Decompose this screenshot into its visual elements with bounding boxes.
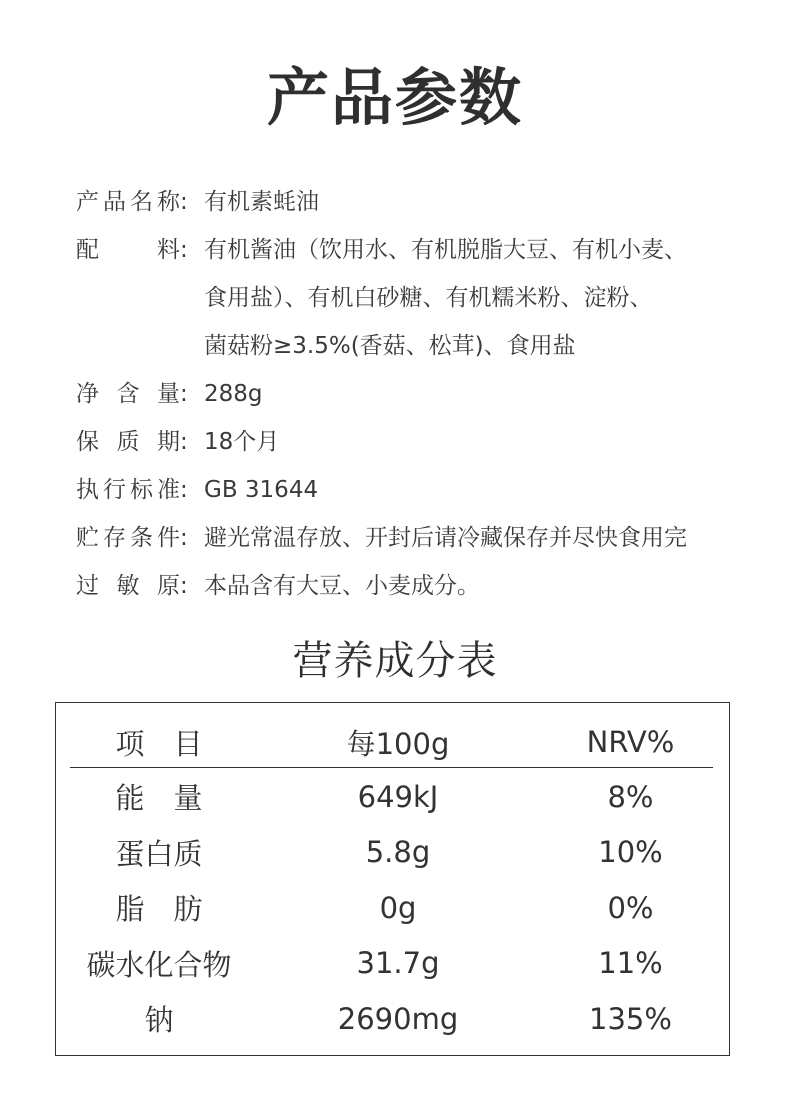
header-per-100g: 每100g xyxy=(346,726,450,761)
table-row xyxy=(70,991,713,1047)
table-row xyxy=(70,936,713,992)
param-value-line: 有机素蚝油 xyxy=(204,189,319,215)
param-label: 过敏原 xyxy=(76,573,180,599)
row-per-100g: 2690mg xyxy=(337,1001,459,1036)
param-value-line: 有机酱油（饮用水、有机脱脂大豆、有机小麦、 xyxy=(204,237,687,263)
param-value xyxy=(204,466,756,514)
product-params xyxy=(76,178,756,610)
header-nrv: NRV% xyxy=(586,725,675,759)
param-row-net-content xyxy=(76,370,756,418)
nutrition-title: 营养成分表 xyxy=(292,638,498,684)
param-label: 产品名称 xyxy=(76,189,180,215)
param-label: 配料 xyxy=(76,237,180,263)
row-nrv: 8% xyxy=(607,779,654,814)
page-title: 产品参数 xyxy=(266,61,523,134)
param-row-standard xyxy=(76,466,756,514)
param-value xyxy=(204,178,756,226)
param-colon: : xyxy=(180,477,188,503)
param-colon: : xyxy=(180,573,188,599)
row-nrv: 135% xyxy=(589,1001,672,1036)
param-label: 净含量 xyxy=(76,381,180,407)
param-row-shelf-life xyxy=(76,418,756,466)
table-row xyxy=(70,769,713,825)
row-item: 碳水化合物 xyxy=(86,947,232,982)
param-row-ingredients xyxy=(76,226,756,370)
table-row xyxy=(70,825,713,881)
param-row-allergen xyxy=(76,562,756,610)
row-per-100g: 0g xyxy=(379,890,417,925)
param-colon: : xyxy=(180,429,188,455)
param-colon: : xyxy=(180,189,188,215)
table-row xyxy=(70,880,713,936)
row-per-100g: 5.8g xyxy=(365,835,431,870)
row-item: 钠 xyxy=(144,1003,174,1038)
row-item: 蛋白质 xyxy=(115,836,203,871)
param-value-line: 食用盐）、有机白砂糖、有机糯米粉、淀粉、 xyxy=(204,285,653,311)
param-value xyxy=(204,370,756,418)
param-row-product-name xyxy=(76,178,756,226)
row-per-100g: 31.7g xyxy=(356,946,440,981)
param-value-line: 避光常温存放、开封后请冷藏保存并尽快食用完 xyxy=(204,525,687,551)
row-nrv: 11% xyxy=(598,946,663,981)
row-nrv: 0% xyxy=(607,890,654,925)
param-label: 保质期 xyxy=(76,429,180,455)
nutrition-rows xyxy=(70,769,713,1047)
row-item: 能 量 xyxy=(115,781,203,816)
param-colon: : xyxy=(180,237,188,263)
param-colon: : xyxy=(180,381,188,407)
param-value-line: 18个月 xyxy=(204,429,280,455)
param-colon: : xyxy=(180,525,188,551)
param-value-line: GB 31644 xyxy=(204,477,319,503)
param-value-line: 本品含有大豆、小麦成分。 xyxy=(204,573,480,599)
row-item: 脂 肪 xyxy=(115,892,203,927)
param-label: 执行标准 xyxy=(76,477,180,503)
param-value xyxy=(204,562,756,610)
param-value xyxy=(204,418,756,466)
param-value xyxy=(204,226,756,370)
param-value-line: 288g xyxy=(204,381,263,407)
param-row-storage xyxy=(76,514,756,562)
nutrition-table xyxy=(55,702,730,1056)
header-item: 项 目 xyxy=(115,726,203,761)
param-value xyxy=(204,514,756,562)
nutrition-header-row xyxy=(70,717,713,768)
param-value-line: 菌菇粉≥3.5%(香菇、松茸)、食用盐 xyxy=(204,333,576,359)
row-per-100g: 649kJ xyxy=(357,779,439,814)
row-nrv: 10% xyxy=(598,835,663,870)
param-label: 贮存条件 xyxy=(76,525,180,551)
